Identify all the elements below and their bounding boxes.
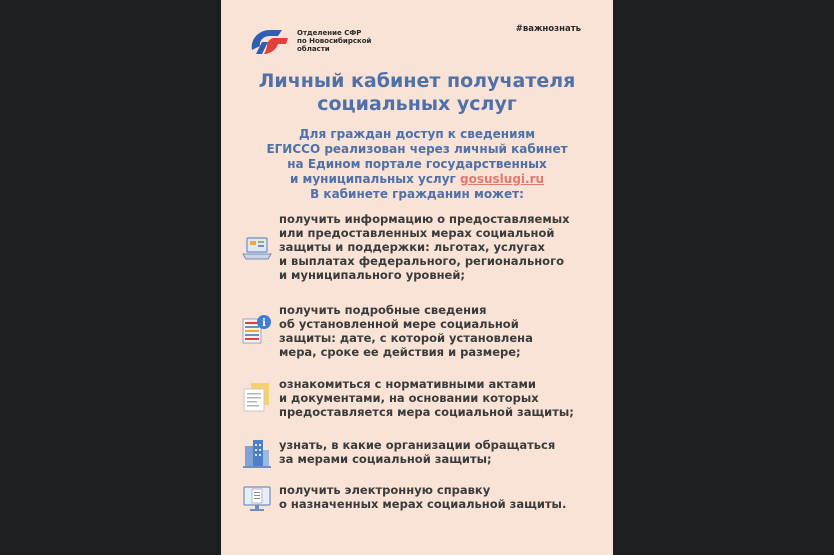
item-text-line: получить подробные сведения — [279, 303, 487, 317]
title-line: социальных услуг — [317, 93, 517, 115]
monitor-document-icon — [241, 483, 273, 515]
laptop-icon — [241, 232, 273, 264]
item-text — [279, 303, 609, 359]
intro-line: ЕГИССО реализован через личный кабинет — [266, 142, 568, 156]
intro-line: Для граждан доступ к сведениям — [298, 127, 536, 141]
gosuslugi-link[interactable]: gosuslugi.ru — [460, 172, 545, 186]
item-text-line: получить электронную справку — [279, 483, 491, 497]
item-text-line: и выплатах федерального, регионального — [279, 254, 564, 268]
item-text-line: мера, сроке ее действия и размере; — [279, 345, 521, 359]
item-text-line: защиты: дате, с которой установлена — [279, 331, 533, 345]
item-text — [279, 212, 609, 282]
hashtag: #важнознать — [515, 24, 581, 34]
org-name — [297, 29, 407, 53]
intro-line-prefix: и муниципальных услуг — [289, 172, 460, 186]
item-text-line: и документами, на основании которых — [279, 391, 539, 405]
item-text-line: защиты и поддержки: льготах, услугах — [279, 240, 545, 254]
item-text — [279, 377, 609, 419]
page-title — [221, 70, 613, 116]
intro-line — [221, 172, 613, 187]
intro-line: В кабинете гражданин может: — [310, 187, 524, 201]
org-name-line: области — [297, 45, 330, 53]
item-text-line: ознакомиться с нормативными актами — [279, 377, 536, 391]
intro-line: на Едином портале государственных — [287, 157, 547, 171]
item-text-line: или предоставленных мерах социальной — [279, 226, 555, 240]
item-text-line: об установленной мере социальной — [279, 317, 519, 331]
item-text-line: узнать, в какие организации обращаться — [279, 438, 556, 452]
item-text-line: о назначенных мерах социальной защиты. — [279, 497, 567, 511]
item-text — [279, 483, 609, 511]
item-text-line: предоставляется мера социальной защиты; — [279, 405, 574, 419]
item-text-line: и муниципального уровней; — [279, 268, 466, 282]
title-line: Личный кабинет получателя — [258, 70, 576, 92]
info-document-icon — [241, 313, 273, 345]
org-name-line: Отделение СФР — [297, 29, 362, 37]
sfr-logo-icon — [248, 24, 292, 58]
documents-icon — [241, 381, 273, 413]
intro-text — [221, 127, 613, 202]
item-text — [279, 438, 609, 466]
svg-text:i: i — [262, 318, 266, 329]
item-text-line: за мерами социальной защиты; — [279, 452, 492, 466]
building-icon — [241, 438, 273, 470]
item-text-line: получить информацию о предоставляемых — [279, 212, 570, 226]
org-name-line: по Новосибирской — [297, 37, 372, 45]
poster — [221, 0, 613, 555]
